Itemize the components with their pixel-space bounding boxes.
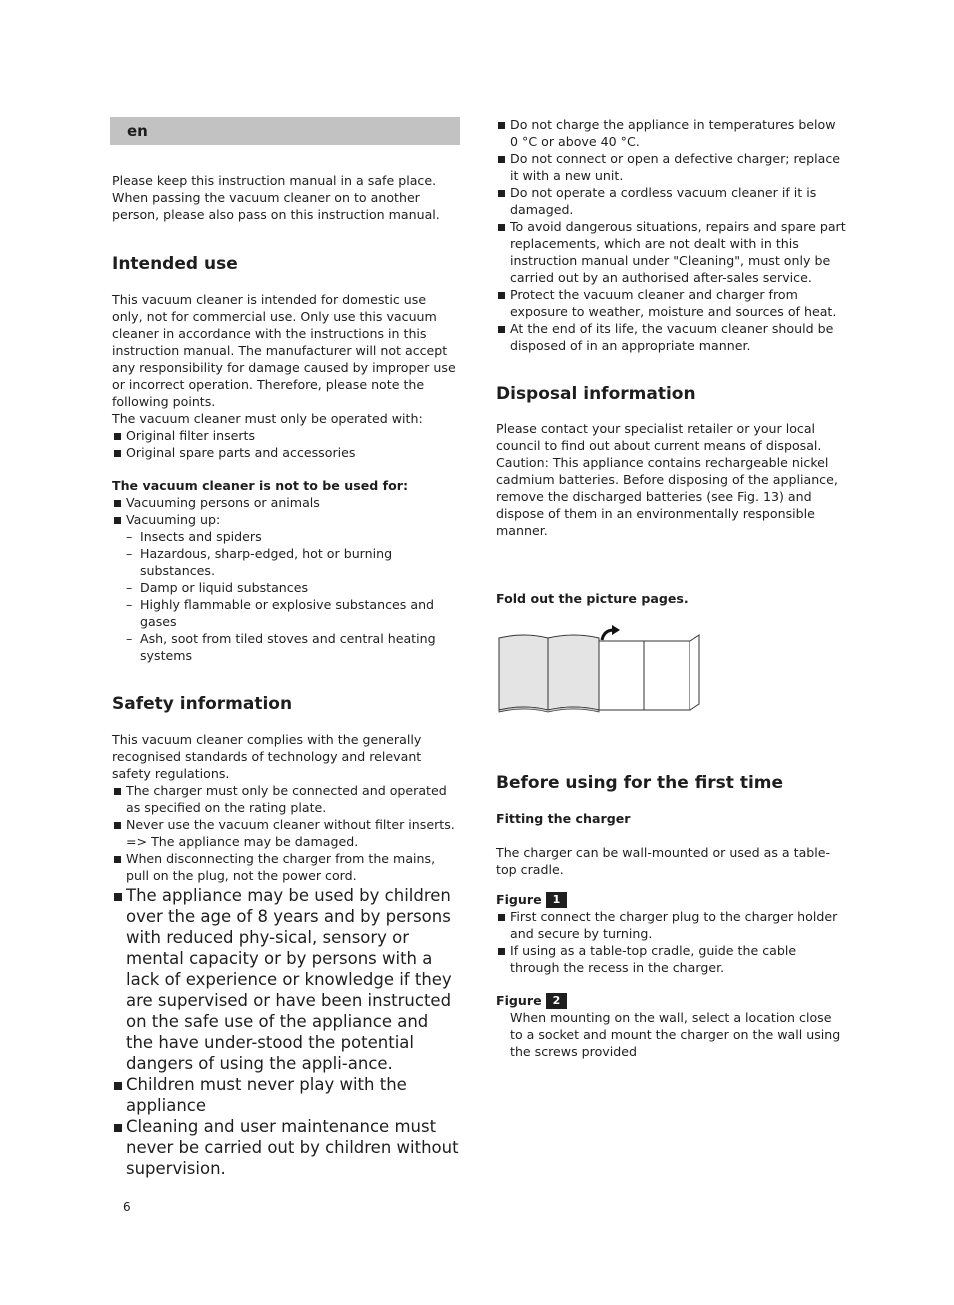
language-bar xyxy=(110,117,460,145)
list-item: Do not connect or open a defective charger; replace it with a new unit. xyxy=(496,150,846,184)
before-use-heading: Before using for the first time xyxy=(496,773,784,793)
disposal-heading: Disposal information xyxy=(496,384,696,404)
intro-text: Please keep this instruction manual in a safe place. When passing the vacuum cleaner on to another person, please also pass on this instruction manual. xyxy=(112,173,440,222)
list-item: Vacuuming up: xyxy=(112,511,460,528)
intended-use-section xyxy=(112,291,460,461)
figure-number-badge: 1 xyxy=(546,892,568,908)
list-item: To avoid dangerous situations, repairs and spare part replacements, which are not dealt with in this instruction manual under "Cleaning", must only be carried out by an authorised after-sales service. xyxy=(496,218,846,286)
not-used-list xyxy=(112,494,460,664)
intended-use-para: This vacuum cleaner is intended for domestic use only, not for commercial use. Only use this vacuum cleaner in accordance with the instructions in this instruction manual. The manufacturer will not accept any responsibility for damage caused by improper use or incorrect operation. Therefore, please note the following points. xyxy=(112,292,456,409)
list-item: – Insects and spiders xyxy=(112,528,460,545)
safety-section xyxy=(112,731,460,1179)
safety-list xyxy=(112,782,460,884)
list-item: – Ash, soot from tiled stoves and central heating systems xyxy=(112,630,460,664)
fitting-charger-heading: Fitting the charger xyxy=(496,811,631,826)
figure-2-section xyxy=(496,992,846,1060)
list-item: Do not operate a cordless vacuum cleaner if it is damaged. xyxy=(496,184,846,218)
list-item: Cleaning and user maintenance must never be carried out by children without supervision. xyxy=(112,1116,460,1179)
language-label: en xyxy=(127,122,148,140)
operated-with-text: The vacuum cleaner must only be operated with: xyxy=(112,411,423,426)
list-item: At the end of its life, the vacuum cleaner should be disposed of in an appropriate manner. xyxy=(496,320,846,354)
list-item: The appliance may be used by children over the age of 8 years and by persons with reduced phy-sical, sensory or mental capacity or by persons with a lack of experience or knowledge if they are supervised or have been instructed on the safe use of the appliance and the have under-stood the potential dangers of using the appli-ance. xyxy=(112,885,460,1074)
figure-1-section xyxy=(496,891,846,976)
list-item: If using as a table-top cradle, guide the cable through the recess in the charger. xyxy=(496,942,846,976)
list-item: – Hazardous, sharp-edged, hot or burning substances. xyxy=(112,545,460,579)
list-item: Vacuuming persons or animals xyxy=(112,494,460,511)
figure-number-badge: 2 xyxy=(546,993,568,1009)
disposal-para: Please contact your specialist retailer or your local council to find out about current means of disposal. Caution: This appliance contains rechargeable nickel cadmium batteries. Before disposing of the appliance, remove the discharged batteries (see Fig. 13) and dispose of them in an environmentally responsible manner. xyxy=(496,421,838,538)
list-item: Never use the vacuum cleaner without filter inserts. => The appliance may be damaged. xyxy=(112,816,460,850)
safety-big-list xyxy=(112,885,460,1179)
list-item: Protect the vacuum cleaner and charger from exposure to weather, moisture and sources of heat. xyxy=(496,286,846,320)
list-item: Children must never play with the appliance xyxy=(112,1074,460,1116)
not-used-section xyxy=(112,477,460,664)
fold-out-text: Fold out the picture pages. xyxy=(496,591,689,606)
list-item: The charger must only be connected and operated as specified on the rating plate. xyxy=(112,782,460,816)
safety-heading: Safety information xyxy=(112,694,293,714)
page-number: 6 xyxy=(123,1200,131,1214)
operated-with-list xyxy=(112,427,460,461)
list-item: – Damp or liquid substances xyxy=(112,579,460,596)
figure-label: Figure xyxy=(496,993,542,1008)
intended-use-heading: Intended use xyxy=(112,254,238,274)
not-used-heading: The vacuum cleaner is not to be used for: xyxy=(112,478,409,493)
list-item: Do not charge the appliance in temperatures below 0 °C or above 40 °C. xyxy=(496,116,846,150)
safety-para: This vacuum cleaner complies with the generally recognised standards of technology and relevant safety regulations. xyxy=(112,732,422,781)
charger-para: The charger can be wall-mounted or used as a table-top cradle. xyxy=(496,845,831,877)
list-item: Original filter inserts xyxy=(112,427,460,444)
list-item: Original spare parts and accessories xyxy=(112,444,460,461)
figure-label: Figure xyxy=(496,892,542,907)
list-item: First connect the charger plug to the charger holder and secure by turning. xyxy=(496,908,846,942)
list-item: When disconnecting the charger from the mains, pull on the plug, not the power cord. xyxy=(112,850,460,884)
fold-out-illustration xyxy=(496,624,706,716)
list-item: – Highly flammable or explosive substances and gases xyxy=(112,596,460,630)
safety-right-list xyxy=(496,116,846,354)
figure-2-text: When mounting on the wall, select a location close to a socket and mount the charger on the wall using the screws provided xyxy=(510,1010,841,1059)
figure-1-list xyxy=(496,908,846,976)
